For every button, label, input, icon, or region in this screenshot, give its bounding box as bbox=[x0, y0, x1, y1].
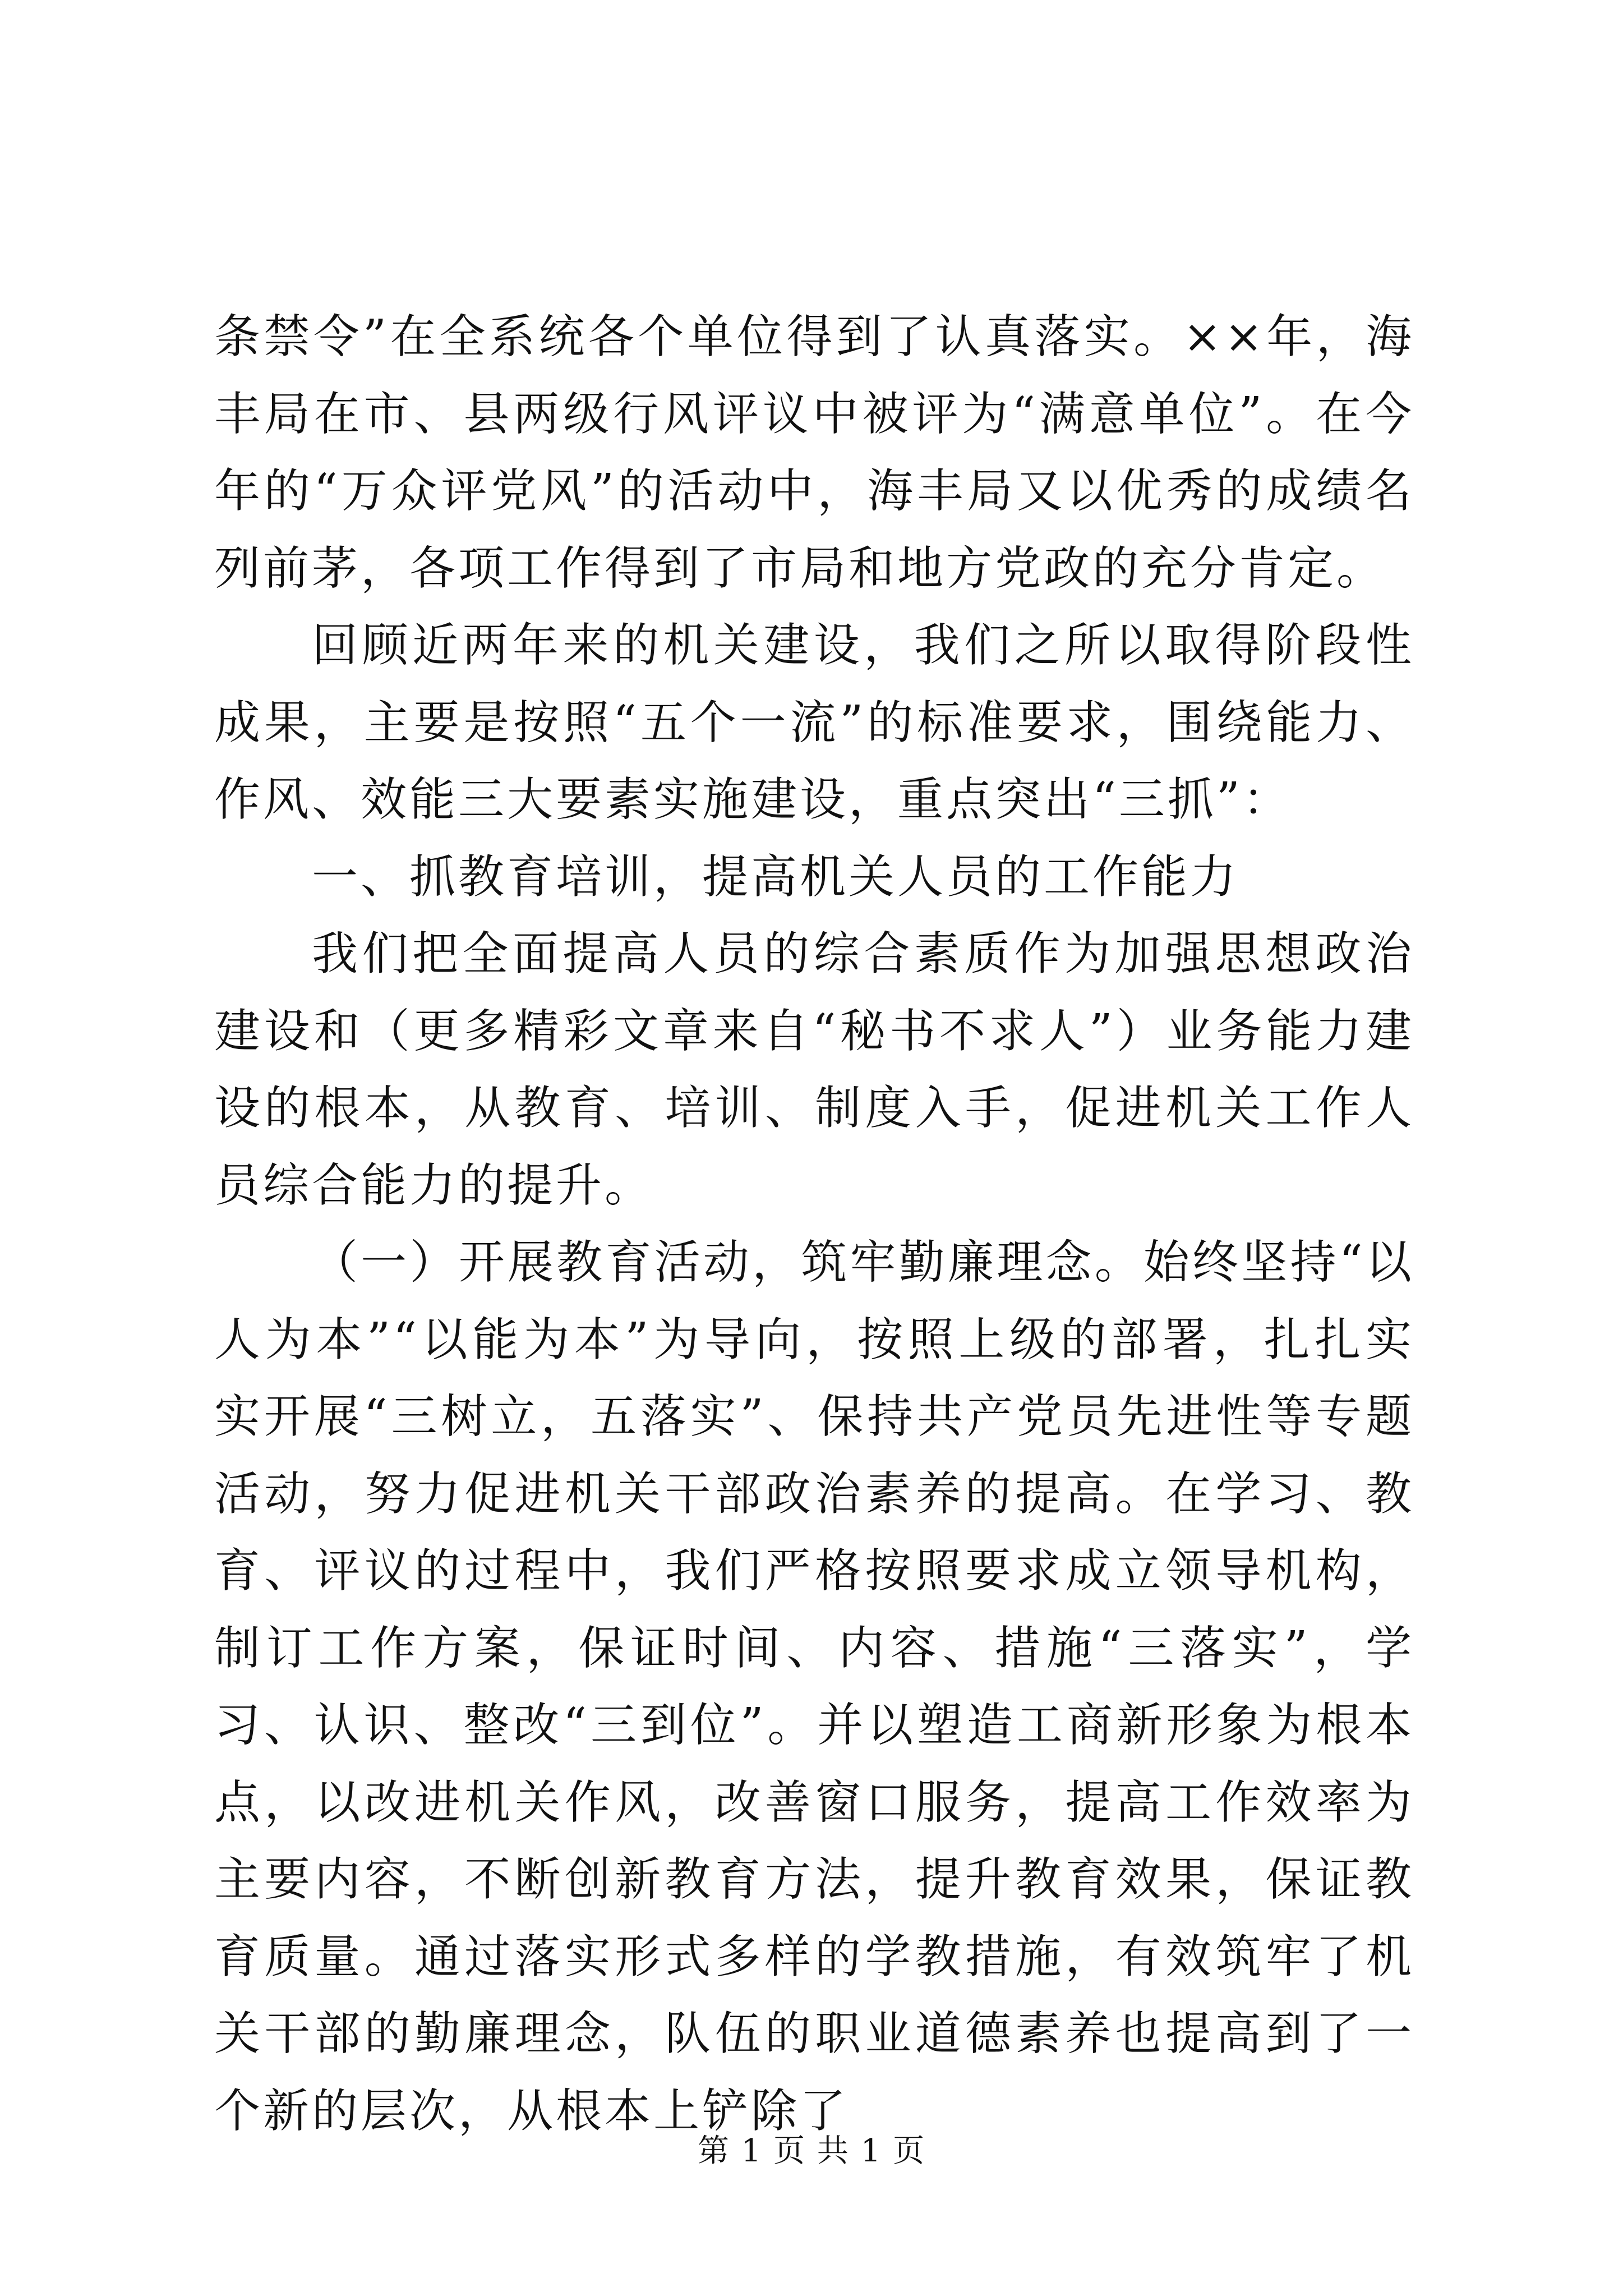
paragraph-training: 我们把全面提高人员的综合素质作为加强思想政治建设和（更多精彩文章来自“秘书不求人”）业务能力建设的根本，从教育、培训、制度入手，促进机关工作人员综合能力的提升。 bbox=[214, 927, 1414, 1212]
document-body bbox=[214, 298, 1414, 2150]
paragraph-continuation: 条禁令”在全系统各个单位得到了认真落实。××年，海丰局在市、县两级行风评议中被评为“满意单位”。在今年的“万众评党风”的活动中，海丰局又以优秀的成绩名列前茅，各项工作得到了市局和地方党政的充分肯定。 bbox=[214, 310, 1414, 595]
section-heading-1: 一、抓教育培训，提高机关人员的工作能力 bbox=[312, 850, 1239, 904]
page-number-footer: 第 1 页 共 1 页 bbox=[697, 2133, 926, 2169]
paragraph-education-activities: （一）开展教育活动，筑牢勤廉理念。始终坚持“以人为本”“以能为本”为导向，按照上级的部署，扎扎实实开展“三树立，五落实”、保持共产党员先进性等专题活动，努力促进机关干部政治素养的提高。在学习、教育、评议的过程中，我们严格按照要求成立领导机构，制订工作方案，保证时间、内容、措施“三落实”，学习、认识、整改“三到位”。并以塑造工商新形象为根本点，以改进机关作风，改善窗口服务，提高工作效率为主要内容，不断创新教育方法，提升教育效果，保证教育质量。通过落实形式多样的学教措施，有效筑牢了机关干部的勤廉理念，队伍的职业道德素养也提高到了一个新的层次，从根本上铲除了 bbox=[214, 1236, 1414, 2138]
paragraph-review: 回顾近两年来的机关建设，我们之所以取得阶段性成果，主要是按照“五个一流”的标准要求，围绕能力、作风、效能三大要素实施建设，重点突出“三抓”： bbox=[214, 619, 1414, 826]
